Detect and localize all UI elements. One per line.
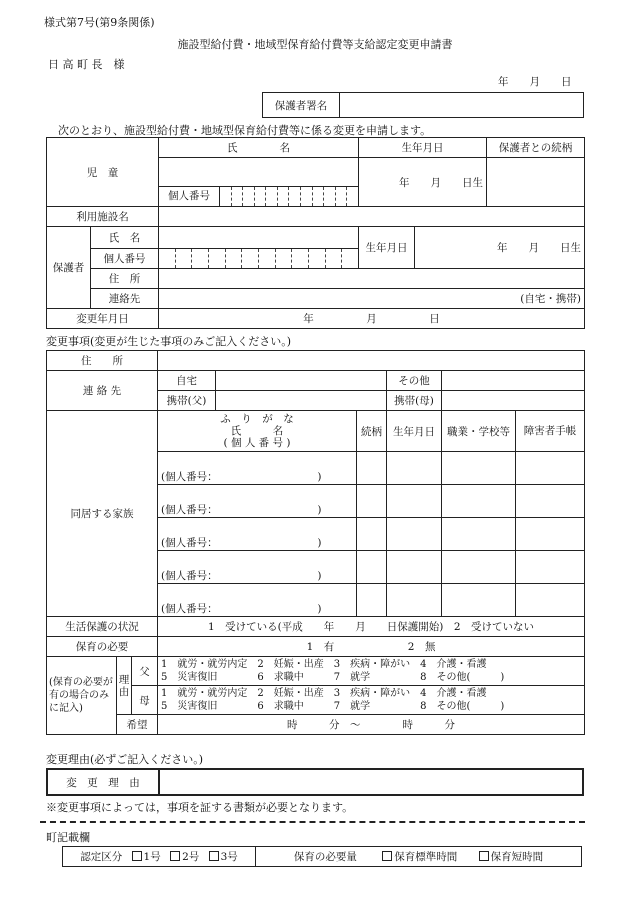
family-disability-cell[interactable] [516, 551, 585, 584]
facility-label: 利用施設名 [47, 207, 159, 227]
family-label: 同居する家族 [47, 411, 158, 617]
mobile-father-field[interactable] [216, 391, 387, 411]
other-label: その他 [387, 371, 442, 391]
hope-label: 希望 [117, 715, 158, 735]
family-row[interactable] [158, 452, 357, 485]
child-personal-number-label: 個人番号 [159, 187, 220, 206]
mother-reasons[interactable] [158, 686, 585, 715]
family-header-furigana: ふ り が な [220, 413, 294, 425]
office-table [62, 846, 582, 867]
change-items-heading: 変更事項(変更が生じた事項のみご記入ください。) [46, 335, 292, 348]
applicant-table [46, 137, 585, 329]
child-dob-header: 生年月日 [359, 138, 487, 158]
family-dob-cell[interactable] [387, 452, 442, 485]
child-dob-field[interactable]: 年 月 日生 [359, 158, 487, 207]
family-row-number: (個人番号： ) [161, 471, 322, 483]
cert-category [63, 847, 256, 867]
child-relation-field[interactable] [487, 158, 585, 207]
family-row-number: (個人番号： ) [161, 570, 322, 582]
office-use-label: 町記載欄 [46, 831, 90, 844]
family-dob-cell[interactable] [387, 485, 442, 518]
checkbox-3[interactable] [209, 851, 219, 861]
family-disability-cell[interactable] [516, 452, 585, 485]
family-row[interactable] [158, 485, 357, 518]
signature-label: 保護者署名 [263, 93, 340, 118]
checkbox-1[interactable] [132, 851, 142, 861]
change-reason-field[interactable] [159, 769, 583, 795]
option-3-label: 3号 [220, 851, 238, 863]
note-text: ※変更事項によっては，事項を証する書類が必要となります。 [46, 801, 354, 814]
family-header-disability: 障害者手帳 [516, 411, 585, 452]
mother-reasons-line1: 1 就労・就労内定 2 妊娠・出産 3 疾病・障がい 4 介護・看護 [161, 688, 487, 699]
child-name-header: 氏 名 [159, 138, 359, 158]
child-relation-header: 保護者との続柄 [487, 138, 585, 158]
family-header-relation: 続柄 [357, 411, 387, 452]
family-dob-cell[interactable] [387, 584, 442, 617]
addressee: 日 高 町 長 様 [48, 58, 125, 71]
home-label: 自宅 [158, 371, 216, 391]
guardian-personal-number-field[interactable] [159, 249, 359, 269]
short-time-label: 保育短時間 [490, 851, 544, 863]
guardian-personal-number-label: 個人番号 [91, 249, 159, 269]
father-label: 父 [132, 657, 158, 686]
hope-field[interactable]: 時 分 ～ 時 分 [158, 715, 585, 735]
guardian-dob-label: 生年月日 [359, 227, 415, 269]
application-date: 年 月 日 [498, 76, 572, 88]
change-address-label: 住 所 [47, 351, 158, 371]
family-dob-cell[interactable] [387, 518, 442, 551]
standard-time-label: 保育標準時間 [394, 851, 458, 863]
family-relation-cell[interactable] [357, 584, 387, 617]
father-reasons-line1: 1 就労・就労内定 2 妊娠・出産 3 疾病・障がい 4 介護・看護 [161, 659, 487, 670]
reason-heading: 変更理由(必ずご記入ください。) [46, 753, 204, 766]
reason-table [46, 768, 584, 796]
family-disability-cell[interactable] [516, 485, 585, 518]
child-personal-number[interactable] [159, 187, 359, 207]
family-header-name [158, 411, 357, 452]
cut-line [40, 821, 585, 823]
change-address-field[interactable] [158, 351, 585, 371]
welfare-label: 生活保護の状況 [47, 617, 158, 637]
family-row[interactable] [158, 551, 357, 584]
intro-text: 次のとおり、施設型給付費・地域型保育給付費等に係る変更を申請します。 [58, 124, 432, 137]
family-relation-cell[interactable] [357, 452, 387, 485]
need-amount [256, 847, 582, 867]
change-items-table [46, 350, 585, 735]
change-date-label: 変更年月日 [47, 309, 159, 329]
change-contact-label: 連 絡 先 [47, 371, 158, 411]
need-label: 保育の必要 [47, 637, 158, 657]
family-header-dob: 生年月日 [387, 411, 442, 452]
guardian-contact-field[interactable]: (自宅・携帯) [159, 289, 585, 309]
family-relation-cell[interactable] [357, 518, 387, 551]
family-disability-cell[interactable] [516, 518, 585, 551]
change-date-field[interactable]: 年 月 日 [159, 309, 585, 329]
guardian-label: 保護者 [47, 227, 91, 309]
child-name-field[interactable] [159, 158, 359, 187]
guardian-address-label: 住 所 [91, 269, 159, 289]
cert-category-label: 認定区分 [80, 851, 123, 863]
mobile-mother-label: 携帯(母) [387, 391, 442, 411]
form-number: 様式第7号(第9条関係) [44, 16, 155, 29]
family-relation-cell[interactable] [357, 551, 387, 584]
family-dob-cell[interactable] [387, 551, 442, 584]
guardian-name-field[interactable] [159, 227, 359, 249]
change-reason-label: 変 更 理 由 [47, 769, 159, 795]
family-row-number: (個人番号： ) [161, 603, 322, 615]
guardian-contact-label: 連絡先 [91, 289, 159, 309]
family-header-job: 職業・学校等 [442, 411, 516, 452]
mobile-mother-field[interactable] [442, 391, 585, 411]
family-row[interactable] [158, 584, 357, 617]
signature-field[interactable] [340, 93, 584, 118]
mother-label: 母 [132, 686, 158, 715]
family-disability-cell[interactable] [516, 584, 585, 617]
option-2-label: 2号 [182, 851, 200, 863]
father-reasons-line2: 5 災害復旧 6 求職中 7 就学 8 その他( ) [161, 672, 505, 683]
family-job-cell[interactable] [442, 518, 516, 551]
checkbox-short[interactable] [479, 851, 489, 861]
reason-note: (保育の必要が有の場合のみに記入) [47, 657, 117, 735]
father-reasons[interactable] [158, 657, 585, 686]
mother-reasons-line2: 5 災害復旧 6 求職中 7 就学 8 その他( ) [161, 701, 505, 712]
family-row-number: (個人番号： ) [161, 504, 322, 516]
family-row-number: (個人番号： ) [161, 537, 322, 549]
other-field[interactable] [442, 371, 585, 391]
checkbox-2[interactable] [170, 851, 180, 861]
mobile-father-label: 携帯(父) [158, 391, 216, 411]
child-label: 児 童 [47, 138, 159, 207]
family-job-cell[interactable] [442, 551, 516, 584]
family-row[interactable] [158, 518, 357, 551]
family-job-cell[interactable] [442, 452, 516, 485]
signature-box [262, 92, 584, 118]
need-field[interactable]: 1 有 2 無 [158, 637, 585, 657]
welfare-field[interactable]: 1 受けている(平成 年 月 日保護開始) 2 受けていない [158, 617, 585, 637]
family-relation-cell[interactable] [357, 485, 387, 518]
guardian-dob-field[interactable]: 年 月 日生 [415, 227, 585, 269]
home-field[interactable] [216, 371, 387, 391]
family-header-number: ( 個 人 番 号 ) [223, 437, 291, 449]
form-title: 施設型給付費・地域型保育給付費等支給認定変更申請書 [177, 38, 453, 51]
checkbox-standard[interactable] [382, 851, 392, 861]
need-amount-label: 保育の必要量 [293, 851, 357, 863]
family-job-cell[interactable] [442, 584, 516, 617]
facility-field[interactable] [159, 207, 585, 227]
option-1-label: 1号 [143, 851, 161, 863]
guardian-address-field[interactable] [159, 269, 585, 289]
family-job-cell[interactable] [442, 485, 516, 518]
guardian-name-label: 氏 名 [91, 227, 159, 249]
family-header-fullname: 氏 名 [230, 425, 284, 437]
reason-label: 理由 [117, 657, 132, 715]
